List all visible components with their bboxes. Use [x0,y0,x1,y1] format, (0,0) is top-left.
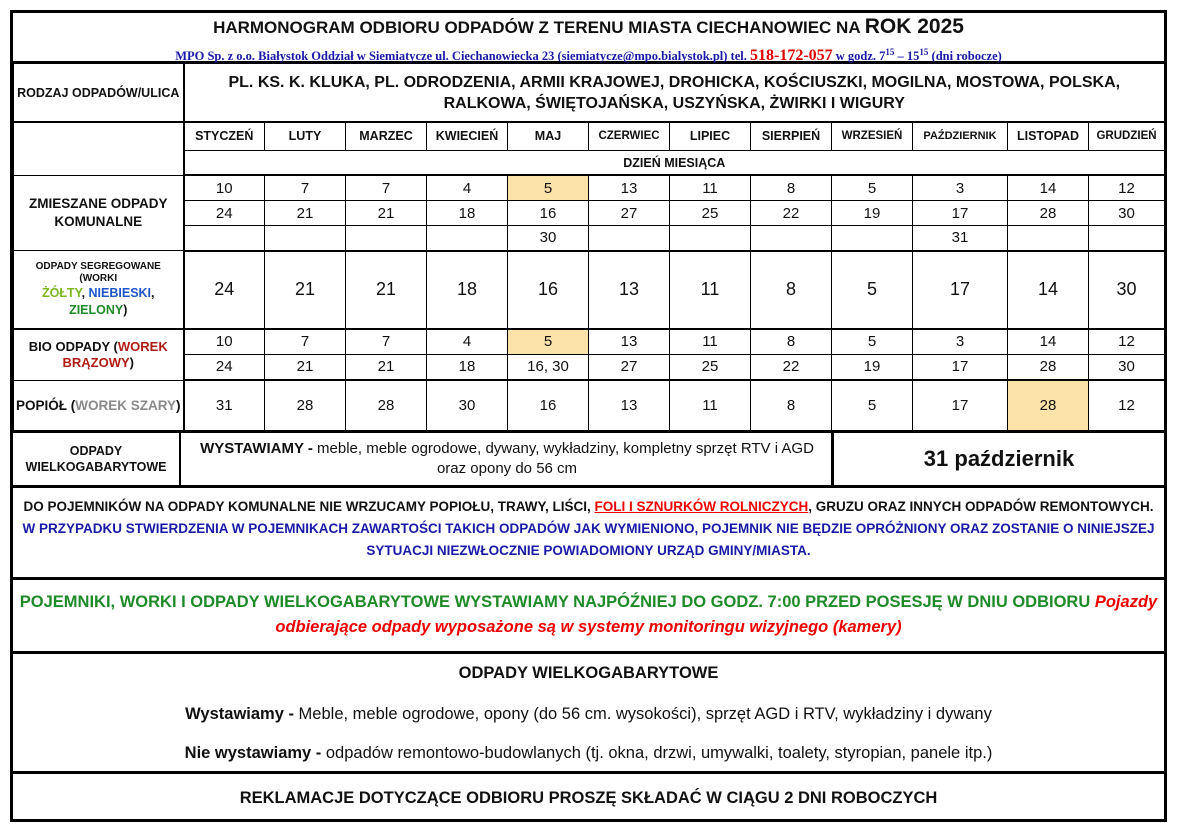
camera-notice: Pojazdy odbierające odpady wyposażone są w systemy monitoringu wizyjnego (kamery) [275,593,1158,636]
segregated-day: 17 [913,251,1008,329]
month-header: GRUDZIEŃ [1089,122,1165,150]
segregated-day: 8 [751,251,832,329]
bio-day: 24 [184,354,265,380]
mixed-day: 21 [265,200,346,225]
bulky-info-forbidden [13,744,1164,763]
page-title [13,15,1164,39]
brown-bag-label: WOREK BRĄZOWY [62,338,168,370]
mixed-day: 22 [751,200,832,225]
bio-day-highlighted: 5 [508,329,589,354]
ash-day-highlighted: 28 [1008,380,1089,430]
mixed-day: 21 [346,200,427,225]
mixed-day [589,226,670,251]
mixed-waste-label: ZMIESZANE ODPADY KOMUNALNE [14,175,184,250]
sep-comma-2: , [151,285,155,300]
segregated-day: 13 [589,251,670,329]
mixed-day: 18 [427,200,508,225]
schedule-sheet [10,10,1167,822]
mixed-day [1008,226,1089,251]
mixed-day [1089,226,1165,251]
mixed-day: 16 [508,200,589,225]
month-header: PAŹDZIERNIK [913,122,1008,150]
segregated-day: 16 [508,251,589,329]
bio-label-prefix: BIO ODPADY ( [28,338,118,354]
bio-day: 12 [1089,329,1165,354]
forbidden-text: odpadów remontowo-budowlanych (tj. okna, drzwi, umywalki, toalety, styropian, panele itp.) [321,744,993,762]
mixed-day: 10 [184,175,265,200]
mixed-day: 14 [1008,175,1089,200]
mixed-day: 30 [1089,200,1165,225]
notice-warning: W PRZYPADKU STWIERDZENIA W POJEMNIKACH ZAWARTOŚCI TAKICH ODPADÓW JAK WYMIENIONO, POJEMNIK NIE BĘDZIE OPRÓŻNIONY ORAZ ZOSTANIE O NINIEJSZEJ SYTUACJI NIEZWŁOCZNIE POWIADOMIONY URZĄD GMINY/MIASTA. [22,521,1155,558]
bio-day: 21 [346,354,427,380]
notice-part-2: , GRUZU ORAZ INNYCH ODPADÓW REMONTOWYCH. [808,499,1154,514]
mixed-day [184,226,265,251]
segregated-title: ODPADY SEGREGOWANE [35,260,161,272]
segregated-day: 21 [265,251,346,329]
mixed-day: 7 [346,175,427,200]
bio-day: 18 [427,354,508,380]
mixed-day [346,226,427,251]
phone-number[interactable]: 518-172-057 [749,47,833,65]
month-header: CZERWIEC [589,122,670,150]
bulky-waste-date: 31 październik [831,433,1164,485]
sep-comma-1: , [81,285,89,300]
bulky-waste-description [185,433,829,485]
bulky-waste-row [13,431,1164,485]
bio-day: 28 [1008,354,1089,380]
ash-day: 28 [346,380,427,430]
notice-part-1: DO POJEMNIKÓW NA ODPADY KOMUNALNE NIE WRZUCAMY POPIOŁU, TRAWY, LIŚCI, [23,499,595,514]
complaints-footer: REKLAMACJE DOTYCZĄCE ODBIORU PROSZĘ SKŁADAĆ W CIĄGU 2 DNI ROBOCZYCH [13,771,1164,819]
segregated-day: 11 [670,251,751,329]
mixed-day [832,226,913,251]
mixed-day: 25 [670,200,751,225]
month-header: LISTOPAD [1008,122,1089,150]
mixed-day: 5 [832,175,913,200]
bulky-info-title: ODPADY WIELKOGABARYTOWE [458,664,719,682]
bulky-waste-label: ODPADY WIELKOGABARYTOWE [13,433,181,485]
month-header: LIPIEC [670,122,751,150]
bulky-info-block [13,651,1164,771]
mixed-day-highlighted: 5 [508,175,589,200]
allowed-text: Meble, meble ogrodowe, opony (do 56 cm. wysokości), sprzęt AGD i RTV, wykładziny i dywany [293,705,992,723]
month-header: MARZEC [346,122,427,150]
ash-day: 11 [670,380,751,430]
notice-highlight: FOLI I SZNURKÓW ROLNICZYCH [594,499,809,514]
segregated-day: 5 [832,251,913,329]
bio-day: 7 [346,329,427,354]
bio-day: 22 [751,354,832,380]
mixed-day: 4 [427,175,508,200]
bio-day: 10 [184,329,265,354]
ash-day: 16 [508,380,589,430]
deadline-text: POJEMNIKI, WORKI I ODPADY WIELKOGABARYTOWE WYSTAWIAMY NAJPÓŹNIEJ DO GODZ. 7:00 PRZED POSESJĘ W DNIU ODBIORU [19,593,1091,611]
ash-day: 8 [751,380,832,430]
grey-bag-label: WOREK SZARY [75,397,176,413]
notice-block [13,485,1164,577]
mixed-day: 13 [589,175,670,200]
ash-day: 28 [265,380,346,430]
mixed-day [670,226,751,251]
hours-sup-1: 15 [885,47,895,57]
month-header: KWIECIEŃ [427,122,508,150]
bio-day: 4 [427,329,508,354]
mixed-day: 24 [184,200,265,225]
bio-day: 11 [670,329,751,354]
month-header: WRZESIEŃ [832,122,913,150]
company-contact-line [13,41,1164,63]
ash-label-suffix: ) [176,397,181,413]
bulky-waste-items: meble, meble ogrodowe, dywany, wykładziny, kompletny sprzęt RTV i AGD oraz opony do 56 cm [312,440,814,477]
title-text: HARMONOGRAM ODBIORU ODPADÓW Z TERENU MIASTA CIECHANOWIEC NA [213,18,860,37]
allowed-label: Wystawiamy - [185,705,294,723]
mixed-day: 8 [751,175,832,200]
blue-bag-label: NIEBIESKI [88,285,152,300]
company-info: MPO Sp. z o.o. Białystok Oddział w Siemiatycze ul. Ciechanowiecka 23 (siemiatycze@mpo.bialystok.pl) tel. [175,49,747,64]
hours-prefix: w godz. 7 [835,49,886,64]
mixed-day: 27 [589,200,670,225]
segregated-day: 18 [427,251,508,329]
green-bag-label: ZIELONY [69,302,124,317]
bio-day: 7 [265,329,346,354]
mixed-day [751,226,832,251]
bio-label [14,329,184,380]
bio-day: 27 [589,354,670,380]
bio-day: 25 [670,354,751,380]
corner-label: RODZAJ ODPADÓW/ULICA [14,64,184,123]
blank-header-cell [14,122,184,175]
deadline-block [13,577,1164,651]
bio-day: 17 [913,354,1008,380]
segregated-bags: (WORKI [79,272,118,284]
mixed-day: 11 [670,175,751,200]
bulky-waste-lead: WYSTAWIAMY - [200,440,313,457]
mixed-day [265,226,346,251]
bio-day: 30 [1089,354,1165,380]
bio-label-suffix: ) [129,354,134,370]
hours-sup-2: 15 [919,47,929,57]
month-header: STYCZEŃ [184,122,265,150]
ash-day: 12 [1089,380,1165,430]
ash-day: 31 [184,380,265,430]
ash-day: 5 [832,380,913,430]
day-of-month-label: DZIEŃ MIESIĄCA [184,150,1165,175]
segregated-day: 24 [184,251,265,329]
month-header: SIERPIEŃ [751,122,832,150]
segregated-day: 21 [346,251,427,329]
month-header: LUTY [265,122,346,150]
hours-suffix: (dni robocze) [928,49,1002,64]
bio-day: 8 [751,329,832,354]
bio-day: 13 [589,329,670,354]
street-list: PL. KS. K. KLUKA, PL. ODRODZENIA, ARMII KRAJOWEJ, DROHICKA, KOŚCIUSZKI, MOGILNA, MOSTOWA, POLSKA, RALKOWA, ŚWIĘTOJAŃSKA, USZYŃSKA, ŻWIRKI I WIGURY [184,64,1165,123]
bio-day: 21 [265,354,346,380]
ash-day: 13 [589,380,670,430]
schedule-table [13,63,1165,431]
bio-day: 16, 30 [508,354,589,380]
ash-day: 30 [427,380,508,430]
mixed-day: 7 [265,175,346,200]
bulky-info-allowed [13,705,1164,724]
mixed-day: 19 [832,200,913,225]
segregated-day: 14 [1008,251,1089,329]
mixed-day [427,226,508,251]
mixed-day: 3 [913,175,1008,200]
bio-day: 14 [1008,329,1089,354]
title-year: ROK 2025 [864,15,964,38]
segregated-day: 30 [1089,251,1165,329]
ash-label [14,380,184,430]
month-header: MAJ [508,122,589,150]
mixed-day: 17 [913,200,1008,225]
bio-day: 5 [832,329,913,354]
ash-label-prefix: POPIÓŁ ( [15,397,76,413]
mixed-day: 31 [913,226,1008,251]
ash-day: 17 [913,380,1008,430]
hours-mid: – 15 [894,49,920,64]
bio-day: 19 [832,354,913,380]
sep-close: ) [123,302,128,317]
mixed-day: 30 [508,226,589,251]
yellow-bag-label: ŻÓŁTY [41,285,82,300]
segregated-label [14,251,184,329]
mixed-day: 12 [1089,175,1165,200]
forbidden-label: Nie wystawiamy - [184,744,322,762]
mixed-day: 28 [1008,200,1089,225]
bio-day: 3 [913,329,1008,354]
